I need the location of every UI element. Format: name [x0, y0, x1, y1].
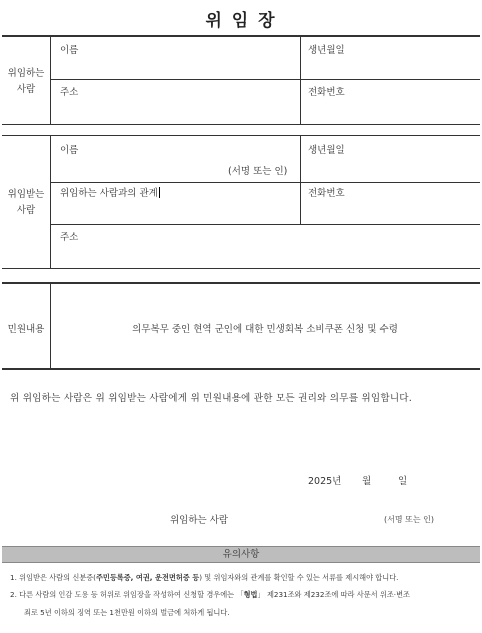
- delegator-row-divider: [50, 79, 480, 80]
- document-title: 위 임 장: [205, 11, 277, 31]
- delegate-relation-label: 위임하는 사람과의 관계: [60, 188, 158, 199]
- notes-header: 유의사항: [2, 546, 480, 563]
- delegator-birth-field[interactable]: [300, 46, 480, 78]
- delegate-birth-label: 생년월일: [308, 145, 345, 156]
- delegate-address-field[interactable]: [50, 240, 480, 267]
- delegate-birth-field[interactable]: [300, 146, 480, 181]
- matter-label: 민원내용: [7, 324, 45, 335]
- delegate-sign-label: (서명 또는 인): [228, 166, 288, 177]
- delegator-phone-label: 전화번호: [308, 87, 345, 98]
- delegate-phone-field[interactable]: [300, 190, 480, 223]
- delegate-relation-field[interactable]: [230, 190, 300, 223]
- matter-top-border: [2, 282, 480, 284]
- delegate-row-divider-1: [50, 182, 480, 183]
- delegator-section-label: 위임하는 사람: [7, 68, 45, 95]
- date-day: 일: [398, 476, 408, 487]
- delegate-bottom-border: [2, 268, 480, 269]
- signer-sign-label: (서명 또는 인): [384, 515, 434, 524]
- note-item-1: 1. 위임받은 사람의 신분증(주민등록증, 여권, 운전면허증 등) 및 위임자와의 관계를 확인할 수 있는 서류를 제시해야 합니다.: [10, 573, 399, 582]
- matter-bottom-border: [2, 368, 480, 370]
- signer-label: 위임하는 사람: [170, 515, 229, 526]
- note-item-2-line-2: 죄로 5년 이하의 징역 또는 1천만원 이하의 벌금에 처하게 됩니다.: [24, 608, 230, 617]
- delegation-statement: 위 위임하는 사람은 위 위임받는 사람에게 위 민원내용에 관한 모든 권리와 의무를 위임합니다.: [10, 393, 413, 404]
- delegator-name-field[interactable]: [50, 46, 300, 78]
- delegate-name-label: 이름: [60, 145, 79, 156]
- delegator-bottom-border: [2, 124, 480, 125]
- delegator-address-field[interactable]: [50, 88, 300, 123]
- delegator-top-border: [2, 35, 480, 37]
- date-year: 2025년: [308, 476, 342, 487]
- note-item-2-line-1: 2. 다른 사람의 인감 도용 등 허위로 위임장을 작성하여 신청할 경우에는 「형법」 제231조와 제232조에 따라 사문서 위조·변조: [10, 590, 410, 599]
- delegate-top-border: [2, 135, 480, 136]
- date-month: 월: [362, 476, 372, 487]
- delegate-address-label: 주소: [60, 232, 79, 243]
- matter-content: 의무복무 중인 현역 군인에 대한 민생회복 소비쿠폰 신청 및 수령: [132, 324, 398, 335]
- delegate-name-field[interactable]: [50, 146, 220, 181]
- delegate-section-label: 위임받는 사람: [7, 189, 45, 216]
- delegator-name-label: 이름: [60, 45, 79, 56]
- delegate-row-divider-2: [50, 224, 480, 225]
- text-cursor: [159, 187, 160, 198]
- delegate-phone-label: 전화번호: [308, 188, 345, 199]
- delegator-address-label: 주소: [60, 87, 79, 98]
- delegator-phone-field[interactable]: [300, 88, 480, 123]
- delegator-birth-label: 생년월일: [308, 45, 345, 56]
